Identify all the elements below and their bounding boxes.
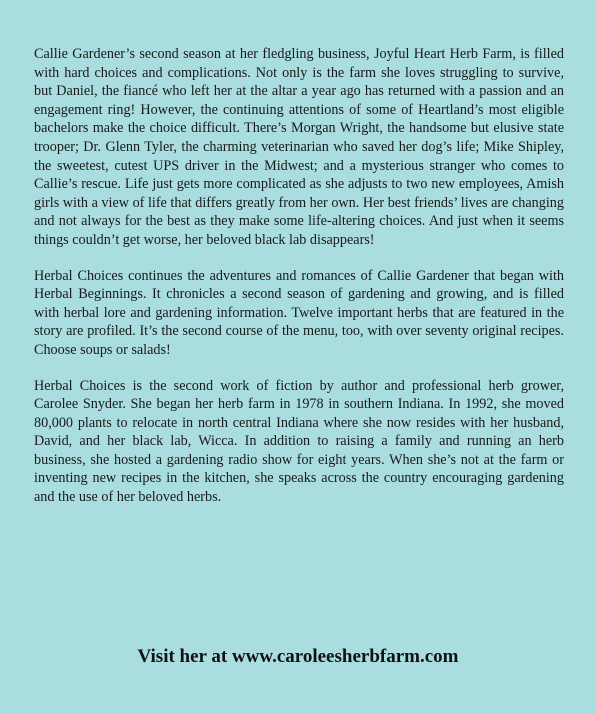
- website-footer: Visit her at www.caroleesherbfarm.com: [137, 646, 459, 667]
- series-paragraph: Herbal Choices continues the adventures and romances of Callie Gardener that began with Herbal Beginnings. It chronicles a second season of gardening and growing, and is filled with herbal lore and gardening information. Twelve important herbs that are featured in the story are profiled. It’s the second course of the menu, too, with over seventy original recipes. Choose soups or salads!: [34, 267, 564, 358]
- author-bio-paragraph: Herbal Choices is the second work of fiction by author and professional herb grower, Carolee Snyder. She began her herb farm in 1978 in southern Indiana. In 1992, she moved 80,000 plants to relocate in north central Indiana where she now resides with her husband, David, and her black lab, Wicca. In addition to raising a family and running an herb business, she hosted a gardening radio show for eight years. When she’s not at the farm or inventing new recipes in the kitchen, she speaks across the country encouraging gardening and the use of her beloved herbs.: [34, 377, 564, 506]
- synopsis-paragraph: Callie Gardener’s second season at her fledgling business, Joyful Heart Herb Farm, is filled with hard choices and complications. Not only is the farm she loves struggling to survive, but Daniel, the fiancé who left her at the altar a year ago has returned with a passion and an engagement ring! However, the continuing attentions of some of Heartland’s most eligible bachelors make the choice difficult. There’s Morgan Wright, the handsome but elusive state trooper; Dr. Glenn Tyler, the charming veterinarian who saved her dog’s life; Mike Shipley, the sweetest, cutest UPS driver in the Midwest; and a mysterious stranger who comes to Callie’s rescue. Life just gets more complicated as she adjusts to two new employees, Amish girls with a view of life that differs greatly from her own. Her best friends’ lives are changing and not always for the best as they make some life-altering choices. And just when it seems things couldn’t get worse, her beloved black lab disappears!: [34, 46, 564, 248]
